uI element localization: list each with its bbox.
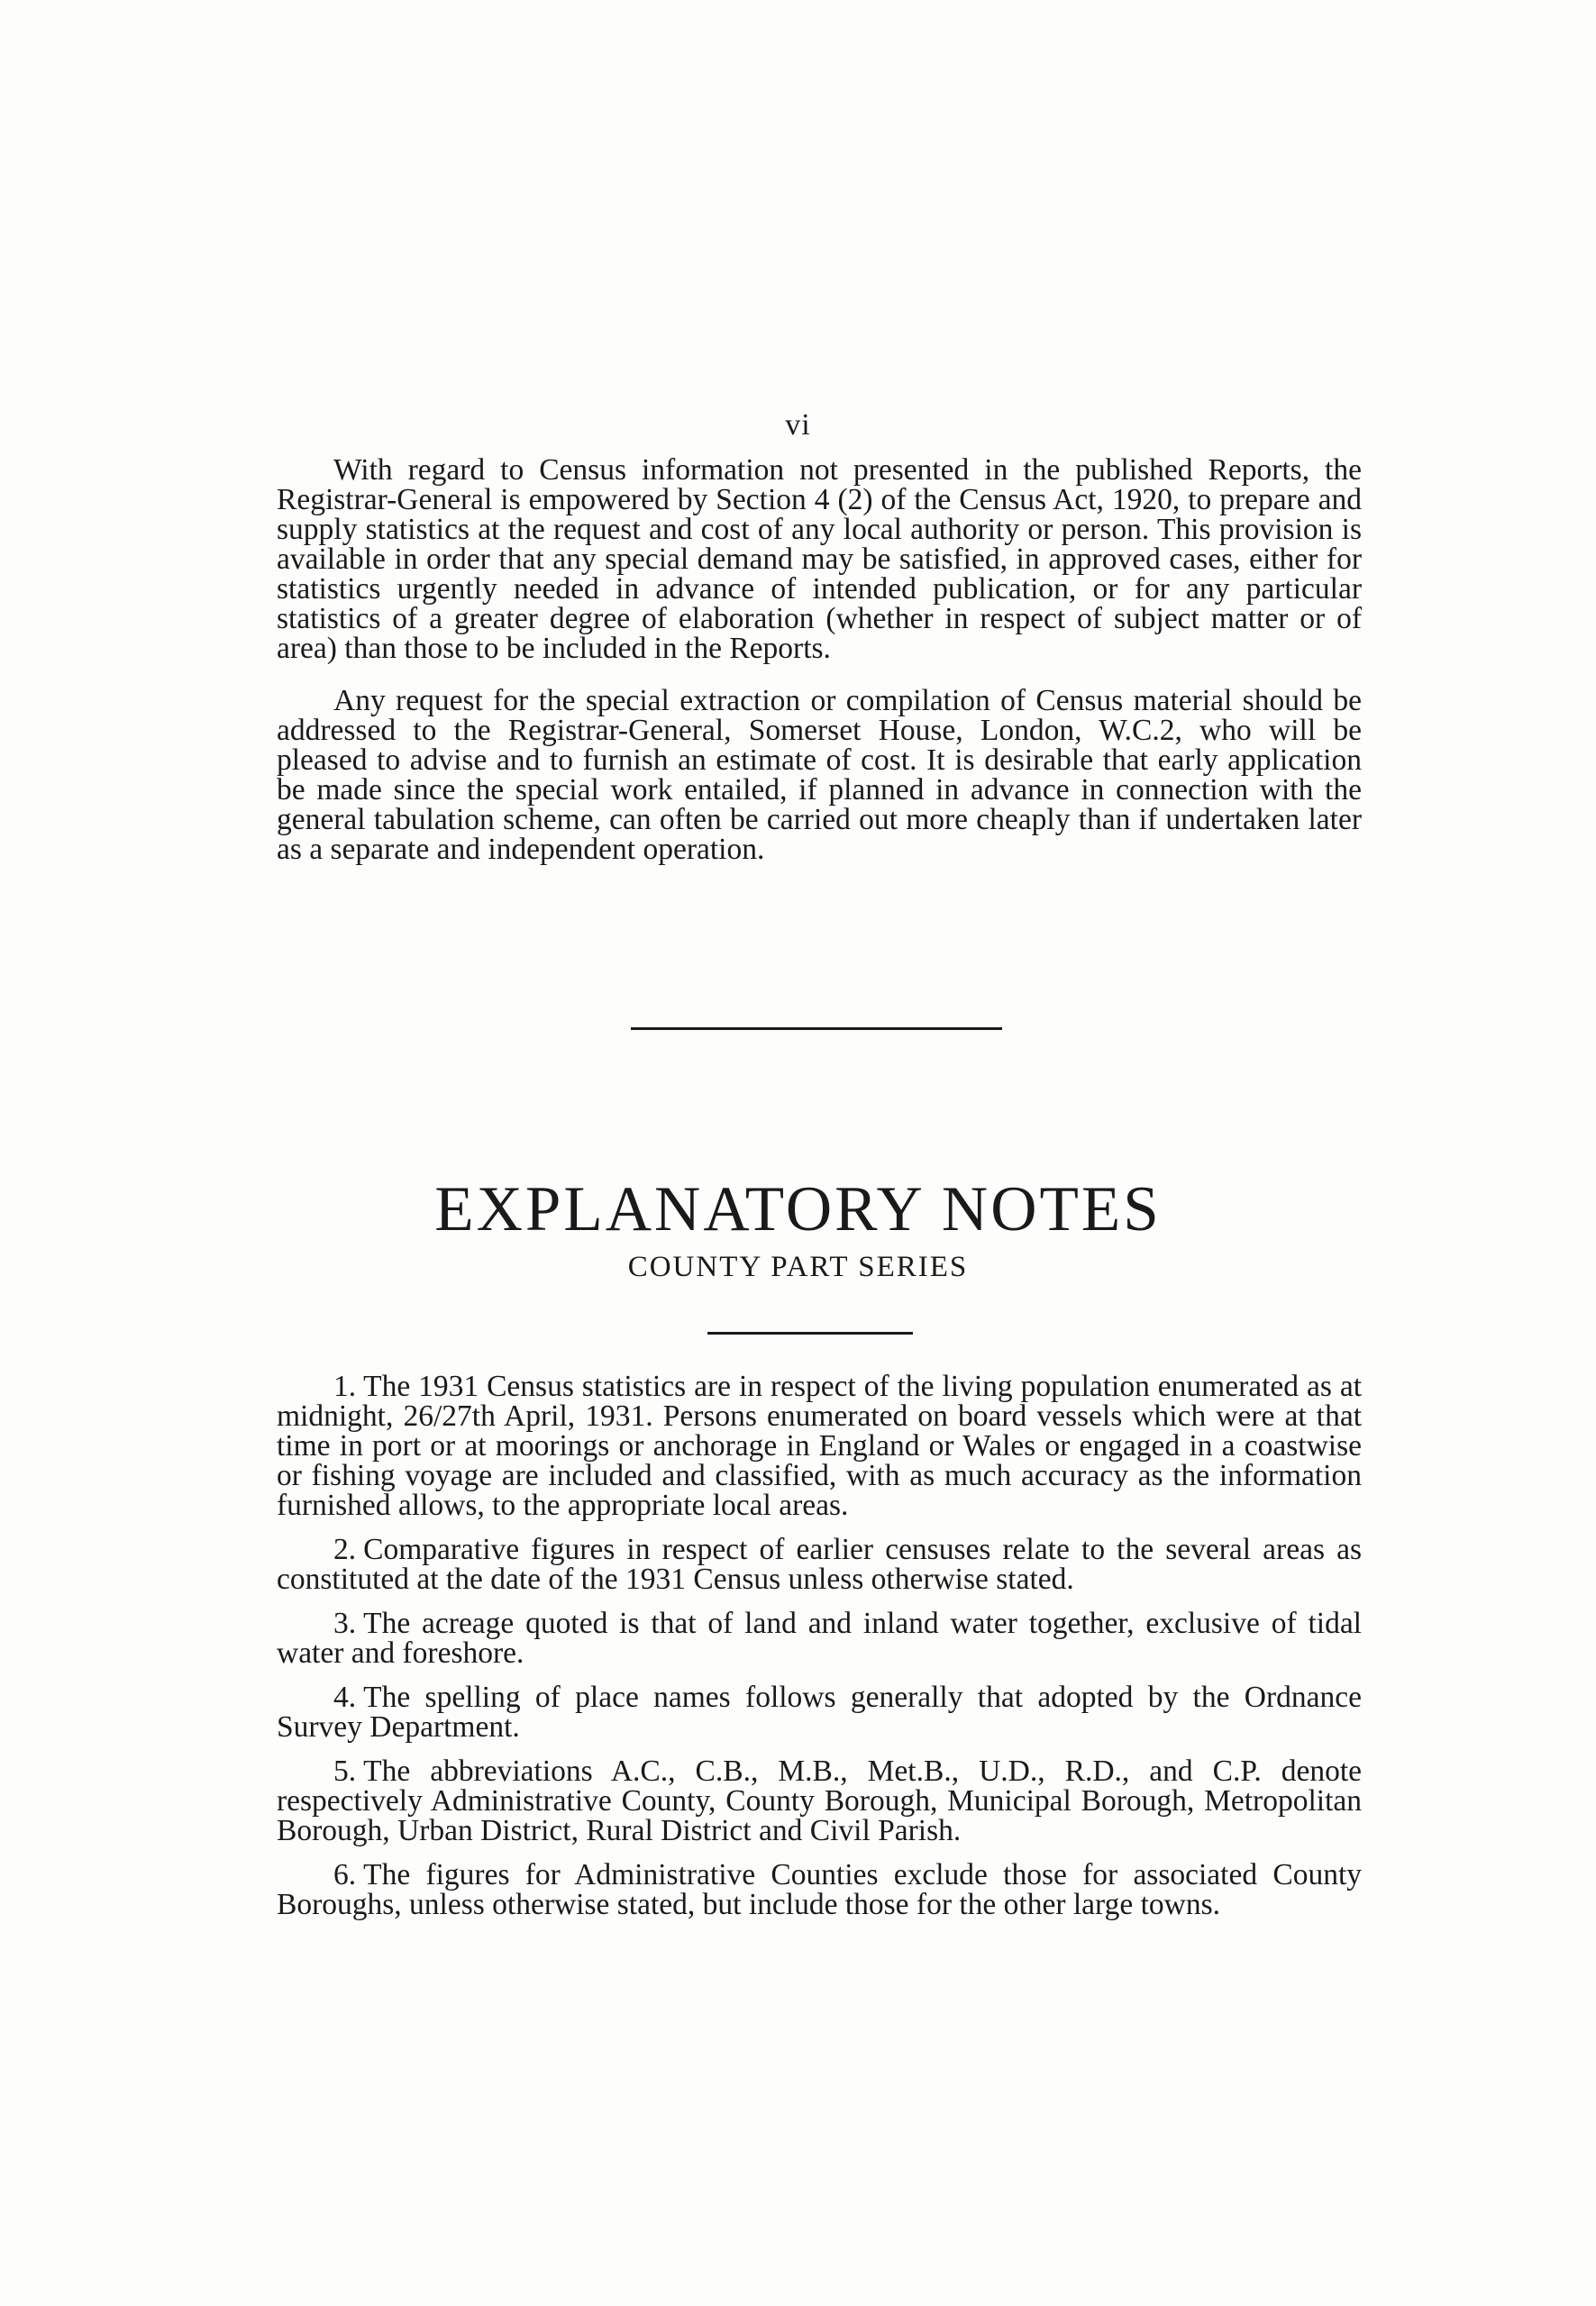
note-number: 1. bbox=[333, 1370, 357, 1403]
note-text: Comparative figures in respect of earlier censuses relate to the several areas as constituted at the date of the 1931 Census unless otherwise stated. bbox=[277, 1533, 1362, 1596]
section-divider-long bbox=[631, 1027, 1002, 1030]
intro-paragraph-1: With regard to Census information not presented in the published Reports, the Registrar-General is empowered by Section 4 (2) of the Census Act, 1920, to prepare and supply statistics at the request and cost of any local authority or person. This provision is available in order that any special demand may be satisfied, in approved cases, either for statistics urgently needed in advance of intended publication, or for any particular statistics of a greater degree of elaboration (whether in respect of subject matter or of area) than those to be included in the Reports. bbox=[277, 453, 1362, 665]
note-text: The 1931 Census statistics are in respect of the living population enumerated as at midnight, 26/27th April, 1931. Persons enumerated on board vessels which were at that time in port or at moorings or anchorage in England or Wales or engaged in a coastwise or fishing voyage are included and classified, with as much accuracy as the information furnished allows, to the appropriate local areas. bbox=[277, 1370, 1362, 1522]
explanatory-notes-list bbox=[277, 1372, 1362, 1934]
section-subtitle: COUNTY PART SERIES bbox=[627, 1251, 969, 1283]
note-item-1 bbox=[277, 1372, 1362, 1520]
section-title: EXPLANATORY NOTES bbox=[434, 1174, 1162, 1244]
note-text: The acreage quoted is that of land and inland water together, exclusive of tidal water and foreshore. bbox=[277, 1607, 1362, 1670]
note-text: The spelling of place names follows generally that adopted by the Ordnance Survey Department. bbox=[277, 1681, 1362, 1744]
note-number: 6. bbox=[333, 1858, 357, 1891]
note-number: 2. bbox=[333, 1533, 357, 1566]
note-item-4 bbox=[277, 1682, 1362, 1742]
note-text: The figures for Administrative Counties exclude those for associated County Boroughs, unless otherwise stated, but include those for the other large towns. bbox=[277, 1858, 1362, 1921]
note-item-6 bbox=[277, 1860, 1362, 1919]
note-number: 3. bbox=[333, 1607, 357, 1640]
note-item-5 bbox=[277, 1756, 1362, 1846]
note-number: 5. bbox=[333, 1755, 357, 1788]
note-item-2 bbox=[277, 1535, 1362, 1594]
note-item-3 bbox=[277, 1609, 1362, 1668]
page-number: vi bbox=[785, 408, 811, 442]
note-number: 4. bbox=[333, 1681, 357, 1714]
section-divider-short bbox=[707, 1332, 913, 1335]
intro-paragraph-2: Any request for the special extraction or compilation of Census material should be addressed to the Registrar-General, Somerset House, London, W.C.2, who will be pleased to advise and to furnish an estimate of cost. It is desirable that early application be made since the special work entailed, if planned in advance in connection with the general tabulation scheme, can often be carried out more cheaply than if undertaken later as a separate and independent operation. bbox=[277, 684, 1362, 866]
note-text: The abbreviations A.C., C.B., M.B., Met.B., U.D., R.D., and C.P. denote respectively Administrative County, County Borough, Municipal Borough, Metropolitan Borough, Urban District, Rural District and Civil Parish. bbox=[277, 1755, 1362, 1847]
intro-section bbox=[277, 455, 1362, 887]
